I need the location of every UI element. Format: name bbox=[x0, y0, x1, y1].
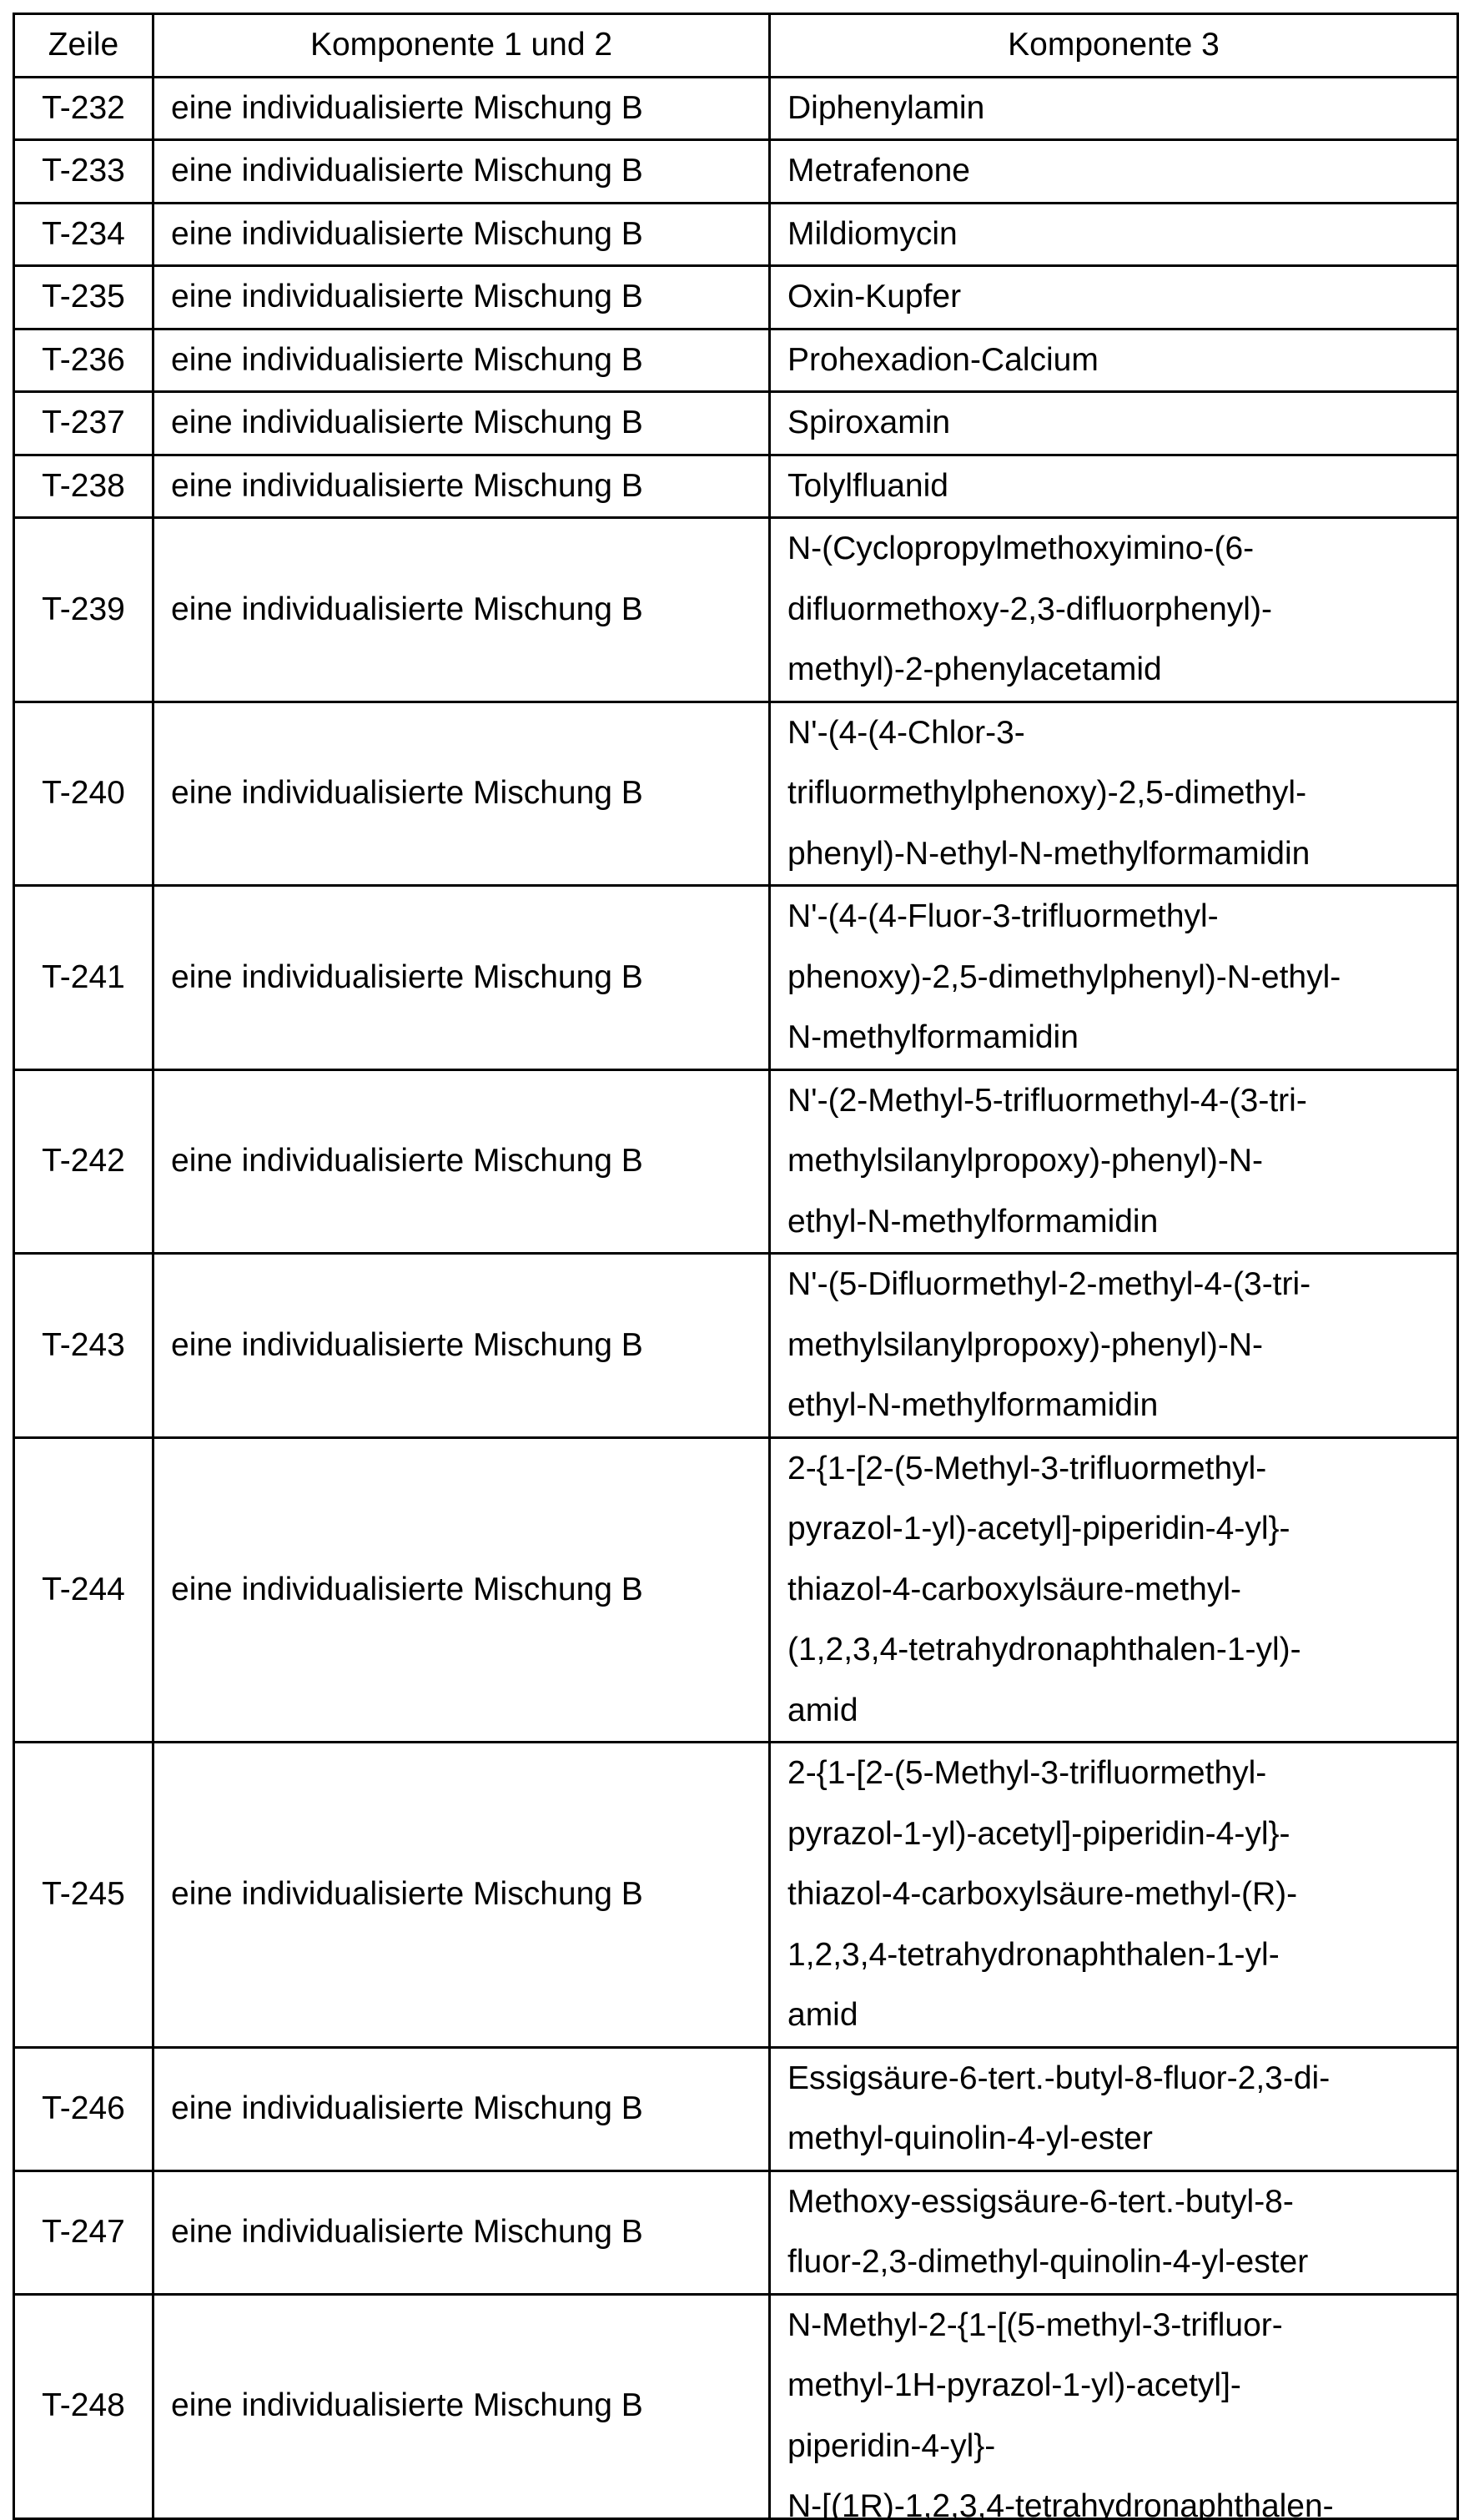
table-row bbox=[14, 2294, 1458, 2518]
row-components-1-2: eine individualisierte Mischung B bbox=[153, 702, 770, 886]
table-row bbox=[14, 1254, 1458, 1438]
table-row bbox=[14, 392, 1458, 455]
row-component-3 bbox=[770, 329, 1458, 392]
row-component-3 bbox=[770, 2294, 1458, 2518]
row-components-1-2: eine individualisierte Mischung B bbox=[153, 2170, 770, 2294]
component-3-line: phenoxy)-2,5-dimethylphenyl)-N-ethyl- bbox=[787, 948, 1450, 1009]
row-id: T-241 bbox=[14, 886, 153, 1070]
row-components-1-2: eine individualisierte Mischung B bbox=[153, 2294, 770, 2518]
component-3-line: piperidin-4-yl}- bbox=[787, 2417, 1450, 2477]
component-3-line: N-(Cyclopropylmethoxyimino-(6- bbox=[787, 519, 1450, 580]
row-components-1-2: eine individualisierte Mischung B bbox=[153, 886, 770, 1070]
component-3-line: thiazol-4-carboxylsäure-methyl- bbox=[787, 1560, 1450, 1621]
row-component-3 bbox=[770, 392, 1458, 455]
component-3-line: N-methylformamidin bbox=[787, 1008, 1450, 1069]
row-component-3 bbox=[770, 455, 1458, 518]
table-row bbox=[14, 140, 1458, 204]
mixture-table bbox=[13, 13, 1459, 2520]
component-3-line: Mildiomycin bbox=[787, 204, 1450, 265]
component-3-line: difluormethoxy-2,3-difluorphenyl)- bbox=[787, 580, 1450, 641]
component-3-line: amid bbox=[787, 1985, 1450, 2046]
component-3-line: Methoxy-essigsäure-6-tert.-butyl-8- bbox=[787, 2172, 1450, 2233]
row-component-3 bbox=[770, 886, 1458, 1070]
row-id: T-238 bbox=[14, 455, 153, 518]
component-3-line: methyl-1H-pyrazol-1-yl)-acetyl]- bbox=[787, 2356, 1450, 2417]
row-id: T-247 bbox=[14, 2170, 153, 2294]
row-components-1-2: eine individualisierte Mischung B bbox=[153, 266, 770, 329]
component-3-line: pyrazol-1-yl)-acetyl]-piperidin-4-yl}- bbox=[787, 1499, 1450, 1560]
component-3-line: N-[(1R)-1,2,3,4-tetrahydronaphthalen- bbox=[787, 2477, 1450, 2517]
row-id: T-240 bbox=[14, 702, 153, 886]
row-id: T-234 bbox=[14, 203, 153, 266]
component-3-line: N'-(4-(4-Fluor-3-trifluormethyl- bbox=[787, 887, 1450, 948]
row-component-3 bbox=[770, 702, 1458, 886]
table-row bbox=[14, 1069, 1458, 1254]
row-components-1-2: eine individualisierte Mischung B bbox=[153, 518, 770, 702]
component-3-line: 2-{1-[2-(5-Methyl-3-trifluormethyl- bbox=[787, 1743, 1450, 1804]
component-3-line: Metrafenone bbox=[787, 141, 1450, 202]
row-id: T-245 bbox=[14, 1743, 153, 2048]
row-components-1-2: eine individualisierte Mischung B bbox=[153, 392, 770, 455]
component-3-line: methylsilanylpropoxy)-phenyl)-N- bbox=[787, 1315, 1450, 1376]
component-3-line: ethyl-N-methylformamidin bbox=[787, 1192, 1450, 1253]
component-3-line: N'-(2-Methyl-5-trifluormethyl-4-(3-tri- bbox=[787, 1071, 1450, 1132]
row-components-1-2: eine individualisierte Mischung B bbox=[153, 203, 770, 266]
row-components-1-2: eine individualisierte Mischung B bbox=[153, 2047, 770, 2170]
table-header-row bbox=[14, 14, 1458, 78]
row-id: T-232 bbox=[14, 77, 153, 140]
row-component-3 bbox=[770, 1437, 1458, 1743]
row-components-1-2: eine individualisierte Mischung B bbox=[153, 329, 770, 392]
header-komponente-3: Komponente 3 bbox=[770, 14, 1458, 78]
component-3-line: trifluormethylphenoxy)-2,5-dimethyl- bbox=[787, 763, 1450, 824]
component-3-line: amid bbox=[787, 1681, 1450, 1742]
component-3-line: Prohexadion-Calcium bbox=[787, 330, 1450, 391]
table-row bbox=[14, 2170, 1458, 2294]
row-components-1-2: eine individualisierte Mischung B bbox=[153, 455, 770, 518]
component-3-line: Essigsäure-6-tert.-butyl-8-fluor-2,3-di- bbox=[787, 2049, 1450, 2110]
table-row bbox=[14, 2047, 1458, 2170]
component-3-line: pyrazol-1-yl)-acetyl]-piperidin-4-yl}- bbox=[787, 1804, 1450, 1865]
row-id: T-246 bbox=[14, 2047, 153, 2170]
row-id: T-239 bbox=[14, 518, 153, 702]
row-components-1-2: eine individualisierte Mischung B bbox=[153, 1743, 770, 2048]
component-3-line: 2-{1-[2-(5-Methyl-3-trifluormethyl- bbox=[787, 1439, 1450, 1500]
row-id: T-236 bbox=[14, 329, 153, 392]
table-row bbox=[14, 203, 1458, 266]
row-component-3 bbox=[770, 2170, 1458, 2294]
row-components-1-2: eine individualisierte Mischung B bbox=[153, 140, 770, 204]
row-component-3 bbox=[770, 2047, 1458, 2170]
component-3-line: N-Methyl-2-{1-[(5-methyl-3-trifluor- bbox=[787, 2296, 1450, 2357]
row-components-1-2: eine individualisierte Mischung B bbox=[153, 77, 770, 140]
table-row bbox=[14, 77, 1458, 140]
component-3-line: N'-(4-(4-Chlor-3- bbox=[787, 703, 1450, 764]
header-zeile: Zeile bbox=[14, 14, 153, 78]
row-component-3 bbox=[770, 266, 1458, 329]
table-row bbox=[14, 455, 1458, 518]
table-row bbox=[14, 518, 1458, 702]
table-row bbox=[14, 886, 1458, 1070]
component-3-line: 1,2,3,4-tetrahydronaphthalen-1-yl- bbox=[787, 1925, 1450, 1986]
header-komponente-1-2: Komponente 1 und 2 bbox=[153, 14, 770, 78]
row-components-1-2: eine individualisierte Mischung B bbox=[153, 1437, 770, 1743]
component-3-line: (1,2,3,4-tetrahydronaphthalen-1-yl)- bbox=[787, 1620, 1450, 1681]
table-row bbox=[14, 266, 1458, 329]
component-3-line: thiazol-4-carboxylsäure-methyl-(R)- bbox=[787, 1864, 1450, 1925]
table-row bbox=[14, 329, 1458, 392]
row-id: T-237 bbox=[14, 392, 153, 455]
component-3-line: Diphenylamin bbox=[787, 78, 1450, 139]
component-3-line: N'-(5-Difluormethyl-2-methyl-4-(3-tri- bbox=[787, 1255, 1450, 1315]
component-3-line: fluor-2,3-dimethyl-quinolin-4-yl-ester bbox=[787, 2232, 1450, 2293]
table-row bbox=[14, 702, 1458, 886]
row-components-1-2: eine individualisierte Mischung B bbox=[153, 1069, 770, 1254]
table-row bbox=[14, 1743, 1458, 2048]
row-component-3 bbox=[770, 1743, 1458, 2048]
row-component-3 bbox=[770, 203, 1458, 266]
row-id: T-244 bbox=[14, 1437, 153, 1743]
row-id: T-233 bbox=[14, 140, 153, 204]
component-3-line: methyl-quinolin-4-yl-ester bbox=[787, 2109, 1450, 2170]
row-component-3 bbox=[770, 1069, 1458, 1254]
row-id: T-243 bbox=[14, 1254, 153, 1438]
row-component-3 bbox=[770, 1254, 1458, 1438]
component-3-line: phenyl)-N-ethyl-N-methylformamidin bbox=[787, 824, 1450, 885]
component-3-line: Tolylfluanid bbox=[787, 456, 1450, 517]
component-3-line: ethyl-N-methylformamidin bbox=[787, 1376, 1450, 1436]
row-id: T-235 bbox=[14, 266, 153, 329]
component-3-line: Oxin-Kupfer bbox=[787, 267, 1450, 328]
table-row bbox=[14, 1437, 1458, 1743]
row-component-3 bbox=[770, 140, 1458, 204]
component-3-line: Spiroxamin bbox=[787, 393, 1450, 454]
row-id: T-242 bbox=[14, 1069, 153, 1254]
row-component-3 bbox=[770, 518, 1458, 702]
row-components-1-2: eine individualisierte Mischung B bbox=[153, 1254, 770, 1438]
component-3-line: methylsilanylpropoxy)-phenyl)-N- bbox=[787, 1131, 1450, 1192]
row-component-3 bbox=[770, 77, 1458, 140]
component-3-line: methyl)-2-phenylacetamid bbox=[787, 640, 1450, 701]
row-id: T-248 bbox=[14, 2294, 153, 2518]
